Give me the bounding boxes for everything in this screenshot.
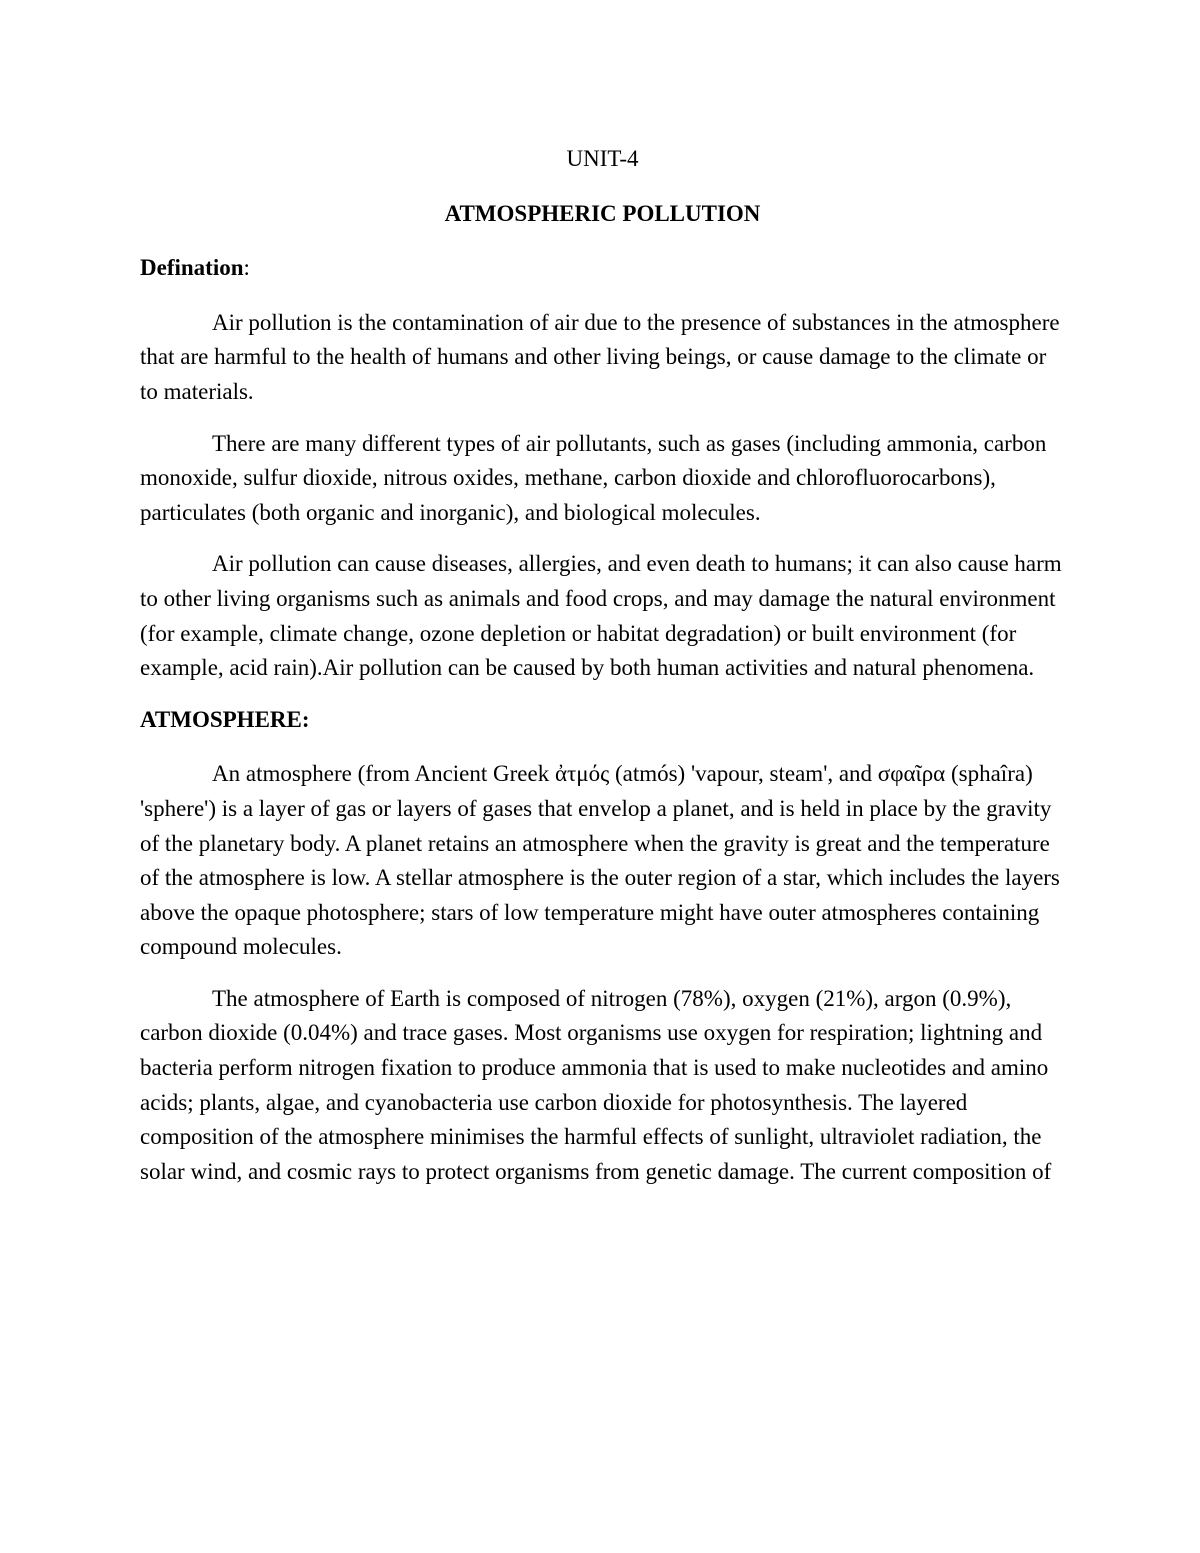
atmosphere-heading: ATMOSPHERE: <box>140 706 310 732</box>
page-title: ATMOSPHERIC POLLUTION <box>444 200 761 226</box>
unit-label: UNIT-4 <box>566 146 639 171</box>
definition-paragraph-1: Air pollution is the contamination of air due to the presence of substances in the atmosphere that are harmful to the health of humans and other living beings, or cause damage to the climate or to materials. <box>140 309 1060 404</box>
definition-paragraph-2: There are many different types of air pollutants, such as gases (including ammonia, carbon monoxide, sulfur dioxide, nitrous oxides, methane, carbon dioxide and chlorofluorocarbons), particulates (both organic and inorganic), and biological molecules. <box>140 430 1047 525</box>
page-content <box>140 142 1065 1206</box>
definition-heading-colon: : <box>243 255 250 281</box>
definition-paragraph-3: Air pollution can cause diseases, allergies, and even death to humans; it can also cause harm to other living organisms such as animals and food crops, and may damage the natural environment (for example, climate change, ozone depletion or habitat degradation) or built environment (for example, acid rain).Air pollution can be caused by both human activities and natural phenomena. <box>140 551 1062 681</box>
definition-heading <box>140 251 1065 286</box>
atmosphere-paragraph-1: An atmosphere (from Ancient Greek ἀτμός (atmós) 'vapour, steam', and σφαῖρα (sphaîra) 'sphere') is a layer of gas or layers of gases that envelop a planet, and is held in place by the gravity of the planetary body. A planet retains an atmosphere when the gravity is great and the temperature of the atmosphere is low. A stellar atmosphere is the outer region of a star, which includes the layers above the opaque photosphere; stars of low temperature might have outer atmospheres containing compound molecules. <box>140 761 1060 960</box>
definition-heading-text: Defination <box>140 255 244 281</box>
atmosphere-paragraph-2: The atmosphere of Earth is composed of nitrogen (78%), oxygen (21%), argon (0.9%), carbon dioxide (0.04%) and trace gases. Most organisms use oxygen for respiration; lightning and bacteria perform nitrogen fixation to produce ammonia that is used to make nucleotides and amino acids; plants, algae, and cyanobacteria use carbon dioxide for photosynthesis. The layered composition of the atmosphere minimises the harmful effects of sunlight, ultraviolet radiation, the solar wind, and cosmic rays to protect organisms from genetic damage. The current composition of <box>140 985 1052 1184</box>
